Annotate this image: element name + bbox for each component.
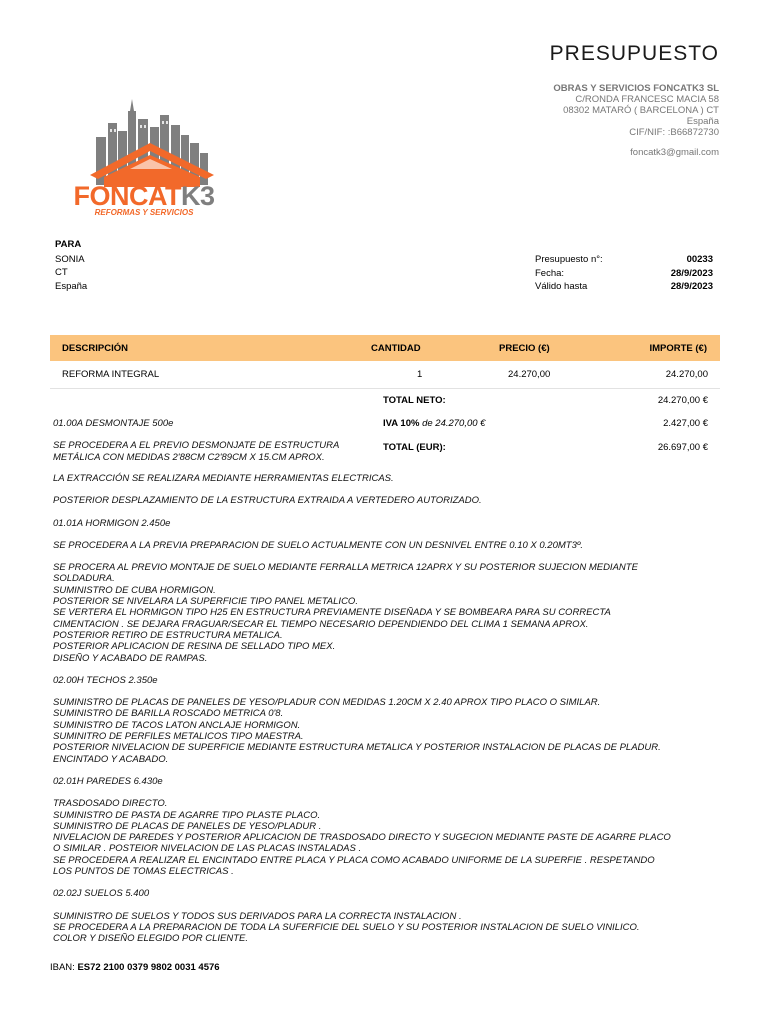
iban-line [50, 962, 220, 973]
iva-label: IVA 10% [383, 418, 420, 429]
quote-valid-date: 28/9/2023 [670, 281, 713, 292]
note-paragraph: 02.02J SUELOS 5.400 [53, 888, 150, 900]
total-label: TOTAL (EUR): [383, 442, 446, 453]
table-row [50, 361, 720, 389]
client-region: CT [55, 267, 68, 278]
company-email: foncatk3@gmail.com [630, 147, 719, 158]
total-value: 26.697,00 € [657, 442, 708, 453]
iban-value: ES72 2100 0379 9802 0031 4576 [77, 962, 220, 973]
note-paragraph: 01.00A DESMONTAJE 500e [53, 418, 174, 429]
quote-date-label: Fecha: [535, 267, 565, 279]
note-paragraph: TRASDOSADO DIRECTO. SUMINISTRO DE PASTA DE AGARRE TIPO PLASTE PLACO. SUMINISTRO DE PLACAS DE PANELES DE YESO/PLADUR . NIVELACION DE PAREDES Y POSTERIOR APLICACION DE TRASDOSADO DIRECTO Y SUGECION MEDIANTE PASTE DE AGARRE PLACO O SIMILAR . POSTEIOR NIVELACION DE LAS PLACAS INSTALADAS . SE PROCEDERA A REALIZAR EL ENCINTADO ENTRE PLACA Y PLACA COMO ACABADO UNIFORME DE LA SUPERFIE . RESPETANDO LOS PUNTOS DE TOMAS ELECTRICAS . [53, 798, 671, 878]
quote-valid-label: Válido hasta [535, 281, 588, 292]
company-country: España [686, 116, 719, 127]
header-description: DESCRIPCIÓN [62, 343, 128, 354]
client-name: SONIA [55, 253, 85, 265]
company-info [519, 83, 719, 158]
company-address-line1: C/RONDA FRANCESC MACIA 58 [575, 94, 719, 105]
header-amount: IMPORTE (€) [649, 343, 707, 354]
header-quantity: CANTIDAD [371, 343, 421, 354]
quote-number-label: Presupuesto n°: [535, 254, 603, 265]
logo-brand-text: FONCAT [73, 181, 181, 211]
quote-meta [535, 253, 715, 294]
document-title: PRESUPUESTO [549, 42, 719, 65]
company-nif: CIF/NIF: :B66872730 [629, 127, 719, 138]
logo-tagline: REFORMAS Y SERVICIOS [94, 208, 194, 217]
svg-text:FONCATK3 [74, 181, 215, 211]
iva-line [383, 418, 485, 429]
iva-detail: de 24.270,00 € [422, 418, 486, 429]
row-description: REFORMA INTEGRAL [62, 369, 160, 380]
notes-intro [53, 418, 373, 474]
note-paragraph: 02.00H TECHOS 2.350e [53, 674, 158, 686]
header-price: PRECIO (€) [499, 343, 550, 354]
company-name: OBRAS Y SERVICIOS FONCATK3 SL [553, 83, 719, 94]
table-header [50, 335, 720, 361]
note-paragraph: SE PROCEDERA A EL PREVIO DESMONJATE DE ESTRUCTURA METÁLICA CON MEDIDAS 2'88CM C2'89CM X 15.CM APROX. [53, 440, 340, 463]
client-block [55, 238, 87, 293]
quote-number: 00233 [686, 254, 713, 265]
note-paragraph: LA EXTRACCIÓN SE REALIZARA MEDIANTE HERRAMIENTAS ELECTRICAS. [53, 473, 394, 484]
row-quantity: 1 [417, 369, 423, 380]
total-net-label: TOTAL NETO: [383, 395, 446, 406]
note-paragraph: SUMINISTRO DE PLACAS DE PANELES DE YESO/PLADUR CON MEDIDAS 1.20CM X 2.40 APROX TIPO PLACO O SIMILAR. SUMINISTRO DE BARILLA ROSCADO METRICA 0'8. SUMINISTRO DE TACOS LATON ANCLAJE HORMIGON. SUMINITRO DE PERFILES METALICOS TIPO MAESTRA. POSTERIOR NIVELACION DE SUPERFICIE MEDIANTE ESTRUCTURA METALICA Y POSTERIOR INSTALACION DE PLACAS DE PLADUR. ENCINTADO Y ACABADO. [53, 697, 661, 765]
note-paragraph: SUMINISTRO DE SUELOS Y TODOS SUS DERIVADOS PARA LA CORRECTA INSTALACION . SE PROCEDERA A LA PREPARACION DE TODA LA SUFERFICIE DEL SUELO Y SU POSTERIOR INSTALACION DE SUELO VINILICO. COLOR Y DISEÑO ELEGIDO POR CLIENTE. [53, 910, 640, 945]
note-paragraph: SE PROCEDERA A LA PREVIA PREPARACION DE SUELO ACTUALMENTE CON UN DESNIVEL ENTRE 0.10 X 0.20MT3º. [53, 539, 583, 551]
iva-value: 2.427,00 € [663, 418, 708, 429]
row-price: 24.270,00 [508, 369, 551, 380]
total-net-value: 24.270,00 € [657, 395, 708, 406]
iban-label: IBAN: [50, 962, 75, 973]
note-paragraph: POSTERIOR DESPLAZAMIENTO DE LA ESTRUCTURA EXTRAIDA A VERTEDERO AUTORIZADO. [53, 495, 482, 507]
quote-date: 28/9/2023 [670, 267, 713, 279]
note-paragraph: 02.01H PAREDES 6.430e [53, 775, 163, 787]
client-label: PARA [55, 239, 82, 250]
notes-body [53, 473, 718, 956]
logo-brand-suffix: K3 [180, 181, 215, 211]
note-paragraph: 01.01A HORMIGON 2.450e [53, 517, 171, 529]
row-amount: 24.270,00 [665, 369, 708, 380]
client-country: España [55, 280, 88, 292]
company-address-line2: 08302 MATARÓ ( BARCELONA ) CT [563, 105, 719, 116]
note-paragraph: SE PROCERA AL PREVIO MONTAJE DE SUELO MEDIANTE FERRALLA METRICA 12APRX Y SU POSTERIOR SUJECION MEDIANTE SOLDADURA. SUMINISTRO DE CUBA HORMIGON. POSTERIOR SE NIVELARA LA SUPERFICIE TIPO PANEL METALICO. SE VERTERA EL HORMIGON TIPO H25 EN ESTRUCTURA PREVIAMENTE DISEÑADA Y SE BOMBEARA PARA SU CORRECTA CIMENTACION . SE DEJARA FRAGUAR/SECAR EL TIEMPO NECESARIO DEPENDIENDO DEL CLIMA 1 SEMANA APROX. POSTERIOR RETIRO DE ESTRUCTURA METALICA. POSTERIOR APLICACION DE RESINA DE SELLADO TIPO MEX. DISEÑO Y ACABADO DE RAMPAS. [53, 562, 638, 664]
company-logo [50, 75, 238, 223]
city-house-logo-icon [50, 75, 238, 223]
